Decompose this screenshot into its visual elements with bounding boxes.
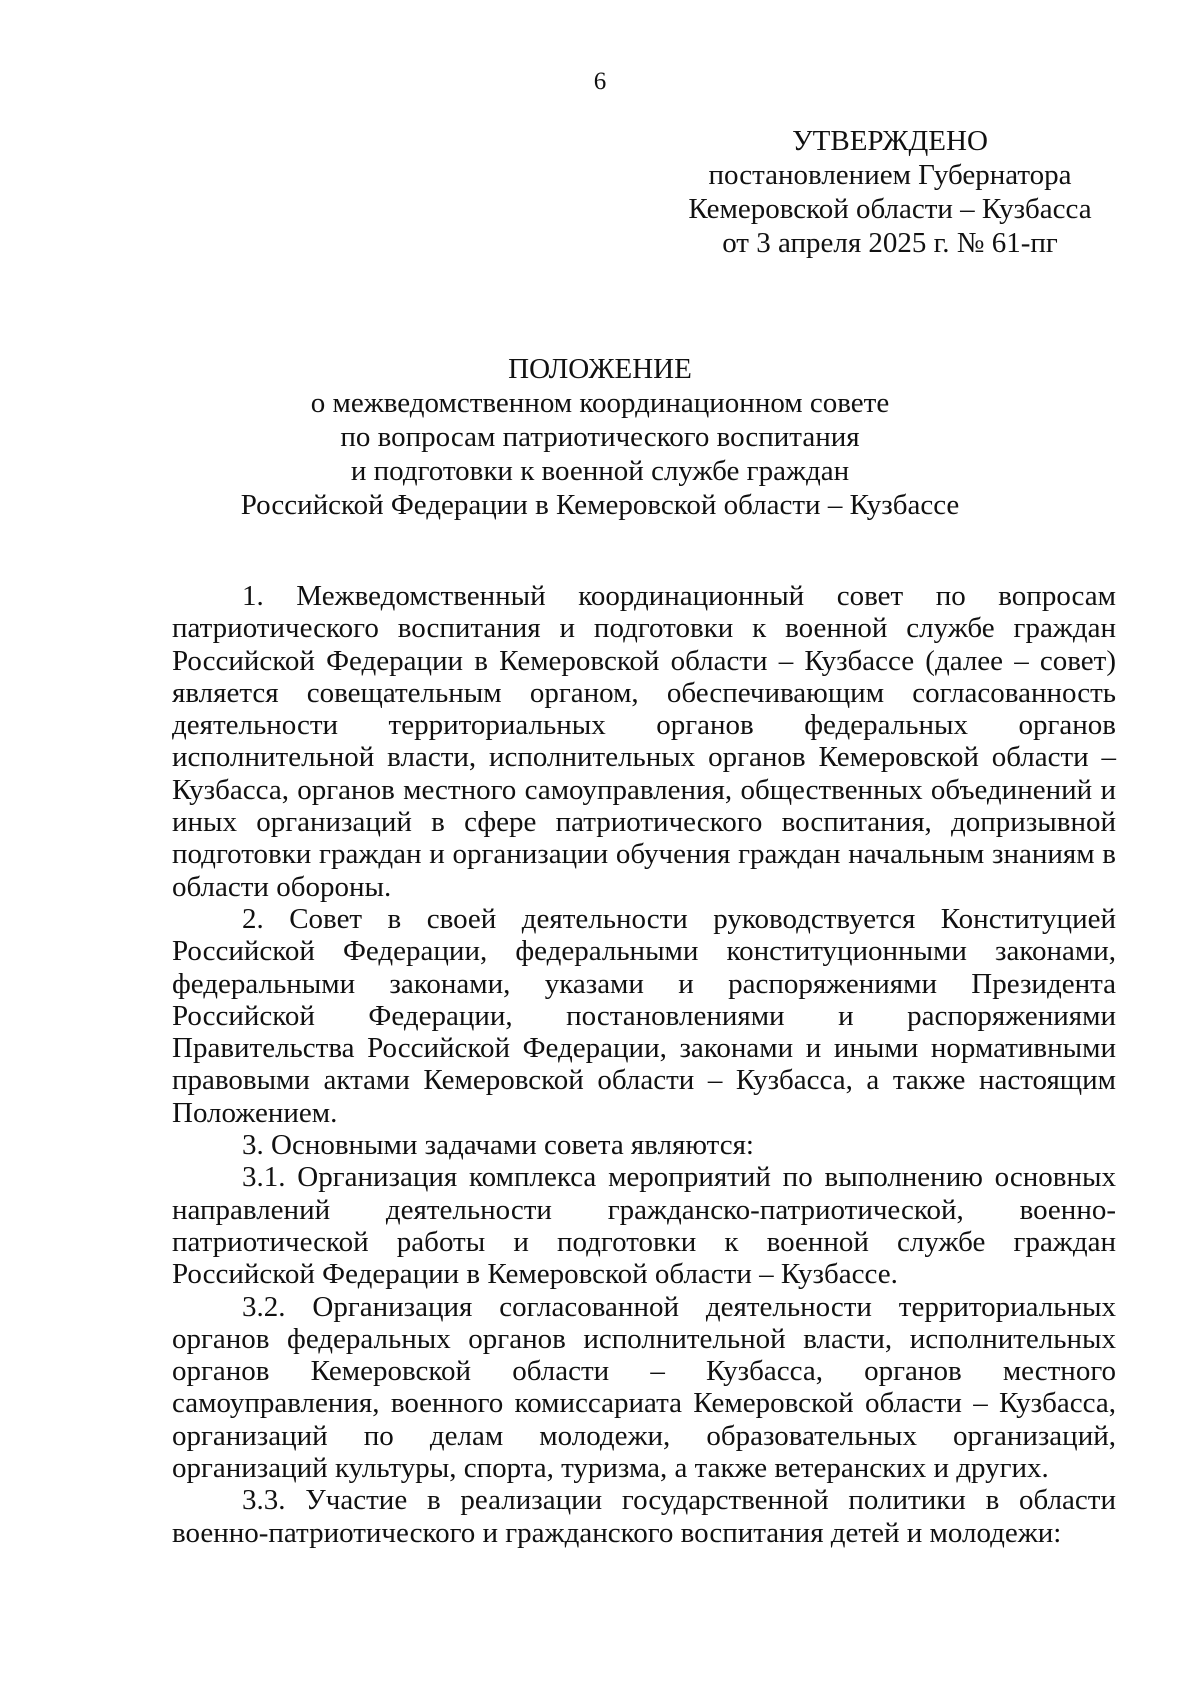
paragraph-1: 1. Межведомственный координационный совет по вопросам патриотического воспитания и подготовки к военной службе граждан Российской Федерации в Кемеровской области – Кузбассе (далее – совет) является совещательным органом, обеспечивающим согласованность деятельности территориальных органов федеральных органов исполнительной власти, исполнительных органов Кемеровской области – Кузбасса, органов местного самоуправления, общественных объединений и иных организаций в сфере патриотического воспитания, допризывной подготовки граждан и организации обучения граждан начальным знаниям в области обороны.: [172, 580, 1116, 903]
approval-line: Кемеровской области – Кузбасса: [688, 193, 1092, 225]
approval-line: от 3 апреля 2025 г. № 61-пг: [722, 227, 1058, 259]
paragraph-2: 2. Совет в своей деятельности руководствуется Конституцией Российской Федерации, федеральными конституционными законами, федеральными законами, указами и распоряжениями Президента Российской Федерации, постановлениями и распоряжениями Правительства Российской Федерации, законами и иными нормативными правовыми актами Кемеровской области – Кузбасса, а также настоящим Положением.: [172, 902, 1116, 1129]
paragraph-3-3: 3.3. Участие в реализации государственной политики в области военно-патриотического и гражданского воспитания детей и молодежи:: [172, 1484, 1116, 1549]
page-number: 6: [593, 68, 607, 95]
document-heading: [0, 352, 1200, 522]
document-subtitle-line: Российской Федерации в Кемеровской области – Кузбассе: [240, 489, 960, 521]
paragraph-3-1: 3.1. Организация комплекса мероприятий по выполнению основных направлений деятельности гражданско-патриотической, военно-патриотической работы и подготовки к военной службе граждан Российской Федерации в Кемеровской области – Кузбассе.: [172, 1161, 1116, 1291]
paragraph-3-2: 3.2. Организация согласованной деятельности территориальных органов федеральных органов исполнительной власти, исполнительных органов Кемеровской области – Кузбасса, органов местного самоуправления, военного комиссариата Кемеровской области – Кузбасса, организаций по делам молодежи, образовательных организаций, организаций культуры, спорта, туризма, а также ветеранских и других.: [172, 1290, 1116, 1485]
paragraph-3: 3. Основными задачами совета являются:: [242, 1129, 754, 1162]
document-title: ПОЛОЖЕНИЕ: [508, 353, 692, 385]
approval-title: УТВЕРЖДЕНО: [792, 125, 988, 157]
document-body: [172, 580, 1116, 1549]
document-subtitle-line: и подготовки к военной службе граждан: [350, 455, 850, 487]
document-subtitle-line: о межведомственном координационном совете: [310, 387, 890, 419]
document-subtitle-line: по вопросам патриотического воспитания: [340, 421, 860, 453]
approval-stamp: [660, 124, 1120, 260]
approval-line: постановлением Губернатора: [708, 159, 1072, 191]
